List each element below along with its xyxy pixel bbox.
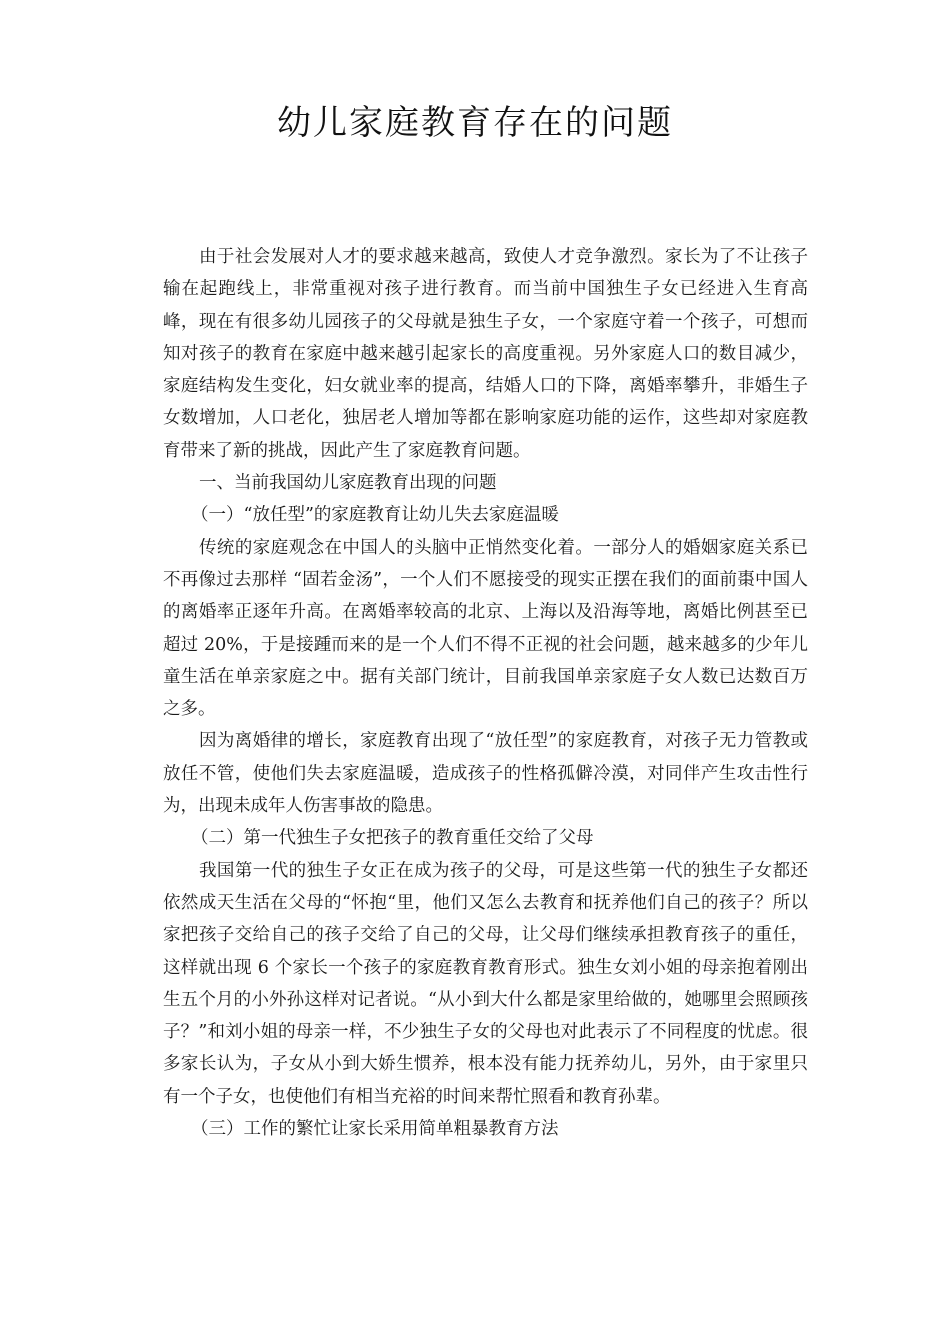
subsection-heading-1: （一）“放任型”的家庭教育让幼儿失去家庭温暖 xyxy=(191,505,559,526)
paragraph-intro: 由于社会发展对人才的要求越来越高，致使人才竞争激烈。家长为了不让孩子输在起跑线上，非常重视对孩子进行教育。而当前中国独生子女已经进入生育高峰，现在有很多幼儿园孩子的父母就是独生子女，一个家庭守着一个孩子，可想而知对孩子的教育在家庭中越来越引起家长的高度重视。另外家庭人口的数目减少，家庭结构发生变化，妇女就业率的提高，结婚人口的下降，离婚率攀升，非婚生子女数增加，人口老化，独居老人增加等都在影响家庭功能的运作，这些却对家庭教育带来了新的挑战，因此产生了家庭教育问题。 xyxy=(163,247,808,461)
paragraph-divorce-trend: 传统的家庭观念在中国人的头脑中正悄然变化着。一部分人的婚姻家庭关系已不再像过去那样 “固若金汤”，一个人们不愿接受的现实正摆在我们的面前棗中国人的离婚率正逐年升高。在离婚率较高的北京、上海以及沿海等地，离婚比例甚至已超过 20%，于是接踵而来的是一个人们不得不正视的社会问题，越来越多的少年儿童生活在单亲家庭之中。据有关部门统计，目前我国单亲家庭子女人数已达数百万之多。 xyxy=(163,537,808,720)
subsection-heading-2: （二）第一代独生子女把孩子的教育重任交给了父母 xyxy=(191,828,594,849)
paragraph-laissez-faire: 因为离婚律的增长，家庭教育出现了“放任型”的家庭教育，对孩子无力管教或放任不管，使他们失去家庭温暖，造成孩子的性格孤僻冷漠，对同伴产生攻击性行为，出现未成年人伤害事故的隐患。 xyxy=(163,731,808,817)
subsection-heading-3: （三）工作的繁忙让家长采用简单粗暴教育方法 xyxy=(191,1119,559,1140)
section-heading-1: 一、当前我国幼儿家庭教育出现的问题 xyxy=(199,473,497,494)
document-body xyxy=(163,241,808,1145)
paragraph-grandparents: 我国第一代的独生子女正在成为孩子的父母，可是这些第一代的独生子女都还依然成天生活在父母的“怀抱“里，他们又怎么去教育和抚养他们自己的孩子？所以家把孩子交给自己的孩子交给了自己的父母，让父母们继续承担教育孩子的重任，这样就出现 6 个家长一个孩子的家庭教育教育形式。独生女刘小姐的母亲抱着刚出生五个月的小外孙这样对记者说。“从小到大什么都是家里给做的，她哪里会照顾孩子？”和刘小姐的母亲一样，不少独生子女的父母也对此表示了不同程度的忧虑。很多家长认为，子女从小到大娇生惯养，根本没有能力抚养幼儿，另外，由于家里只有一个子女，也使他们有相当充裕的时间来帮忙照看和教育孙辈。 xyxy=(163,860,808,1107)
document-title: 幼儿家庭教育存在的问题 xyxy=(277,103,673,143)
